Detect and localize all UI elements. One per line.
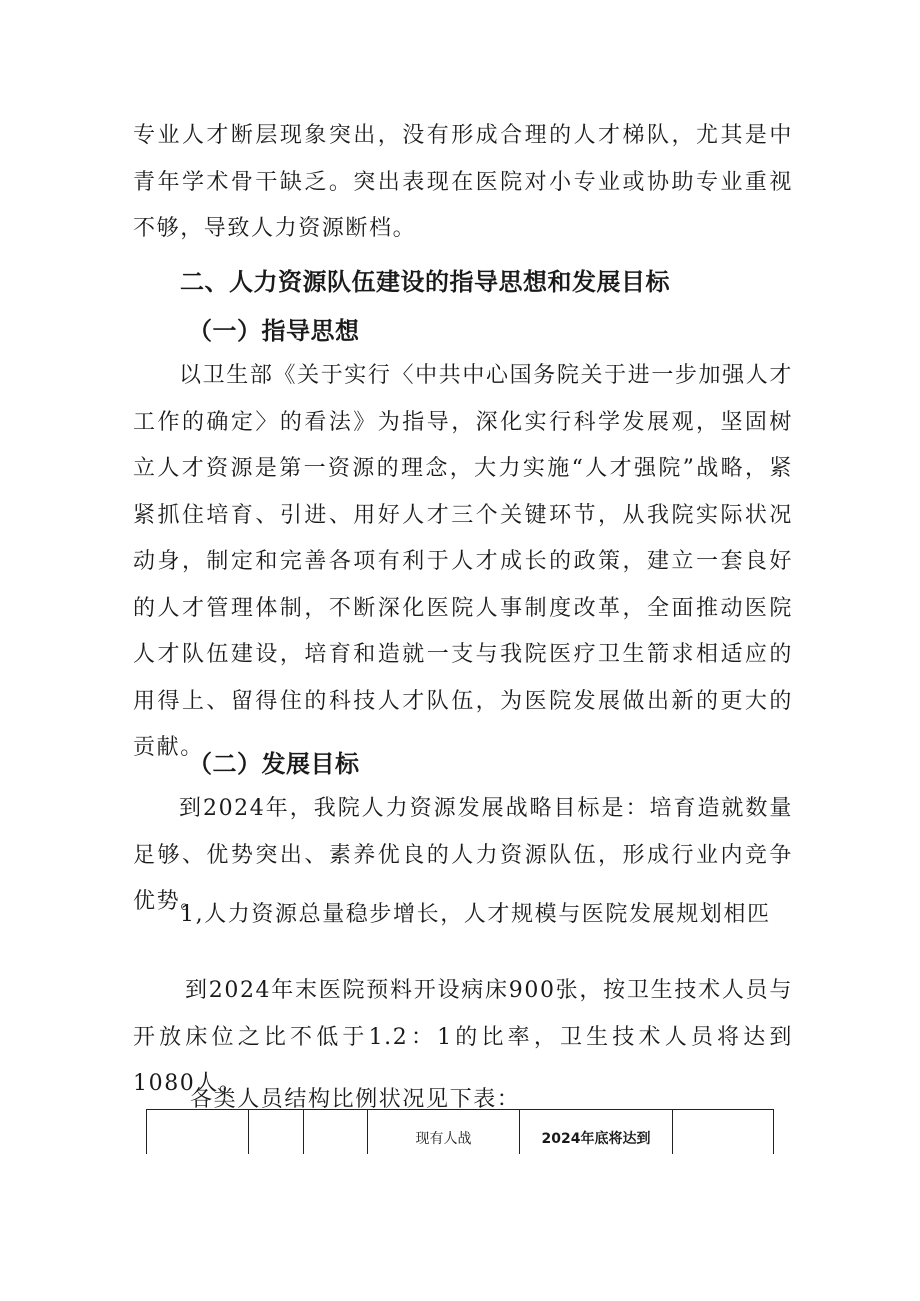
table-header-row bbox=[147, 1110, 774, 1154]
item-1: 1,人力资源总量稳步增长，人才规模与医院发展规划相匹 bbox=[180, 902, 771, 927]
table-intro: 各类人员结构比例状况见下表： bbox=[190, 1087, 521, 1112]
section-heading: 二、人力资源队伍建设的指导思想和发展目标 bbox=[180, 268, 670, 296]
table-header-cell bbox=[304, 1110, 368, 1154]
paragraph-beds: 到2024年末医院预料开设病床900张，按卫生技术人员与开放床位之比不低于1.2：1的比率，卫生技术人员将达到1080人。 bbox=[133, 978, 793, 1096]
subheading-goal: （二）发展目标 bbox=[188, 750, 360, 778]
paragraph-guiding: 以卫生部《关于实行〈中共中心国务院关于进一步加强人才工作的确定〉的看法》为指导，深化实行科学发展观，坚固树立人才资源是第一资源的理念，大力实施“人才强院”战略，紧紧抓住培育、引进、用好人才三个关键环节，从我院实际状况动身，制定和完善各项有利于人才成长的政策，建立一套良好的人才管理体制，不断深化医院人事制度改革，全面推动医院人才队伍建设，培育和造就一支与我院医疗卫生箭求相适应的用得上、留得住的科技人才队伍，为医院发展做出新的更大的贡献。 bbox=[133, 363, 793, 760]
table-header-current-staff: 现有人战 bbox=[368, 1110, 520, 1154]
subheading-guiding: （一）指导思想 bbox=[188, 317, 360, 345]
table-header-cell bbox=[249, 1110, 304, 1154]
paragraph-goal: 到2024年，我院人力资源发展战略目标是：培育造就数量足够、优势突出、素养优良的人力资源队伍，形成行业内竞争优势。 bbox=[133, 796, 793, 914]
table-header-cell bbox=[147, 1110, 249, 1154]
paragraph-top: 专业人才断层现象突出，没有形成合理的人才梯队，尤其是中青年学术骨干缺乏。突出表现在医院对小专业或协助专业重视不够，导致人力资源断档。 bbox=[133, 123, 793, 241]
table-header-cell bbox=[673, 1110, 774, 1154]
staff-structure-table bbox=[146, 1109, 774, 1154]
table-header-2024-target: 2024年底将达到 bbox=[520, 1110, 673, 1154]
